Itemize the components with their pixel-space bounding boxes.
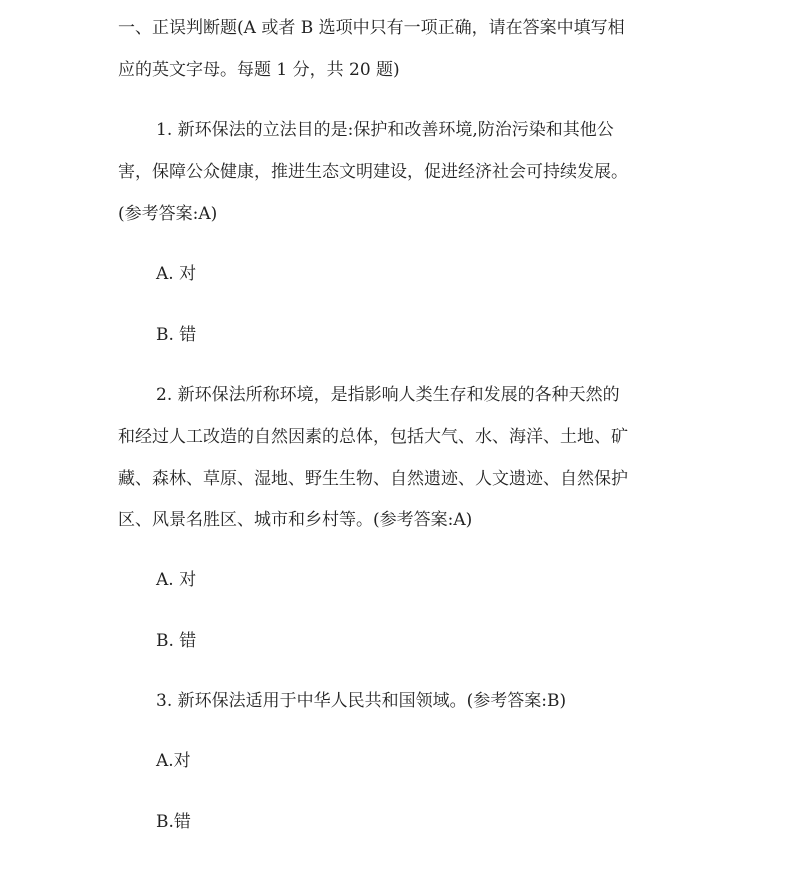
question-1-line-2: 害，保障公众健康，推进生态文明建设，促进经济社会可持续发展。: [118, 162, 628, 182]
section-heading-line-1: 一、正误判断题(A 或者 B 选项中只有一项正确，请在答案中填写相: [118, 18, 625, 38]
question-3-line-1: 3. 新环保法适用于中华人民共和国领域。(参考答案:B): [156, 691, 567, 711]
question-1-line-1: 1. 新环保法的立法目的是:保护和改善环境,防治污染和其他公: [156, 120, 614, 140]
section-heading-line-2: 应的英文字母。每题 1 分，共 20 题): [118, 60, 400, 80]
question-1-line-3: (参考答案:A): [118, 204, 218, 224]
question-1-option-a: A. 对: [156, 264, 197, 284]
question-2-line-3: 藏、森林、草原、湿地、野生生物、自然遗迹、人文遗迹、自然保护: [118, 469, 628, 489]
question-2-line-2: 和经过人工改造的自然因素的总体，包括大气、水、海洋、土地、矿: [118, 427, 628, 447]
question-2-line-1: 2. 新环保法所称环境，是指影响人类生存和发展的各种天然的: [156, 385, 620, 405]
question-2-line-4: 区、风景名胜区、城市和乡村等。(参考答案:A): [118, 510, 473, 530]
question-3-option-b: B.错: [156, 812, 191, 832]
question-2-option-a: A. 对: [156, 570, 197, 590]
question-1-option-b: B. 错: [156, 325, 197, 345]
question-2-option-b: B. 错: [156, 631, 197, 651]
question-3-option-a: A.对: [156, 751, 191, 771]
